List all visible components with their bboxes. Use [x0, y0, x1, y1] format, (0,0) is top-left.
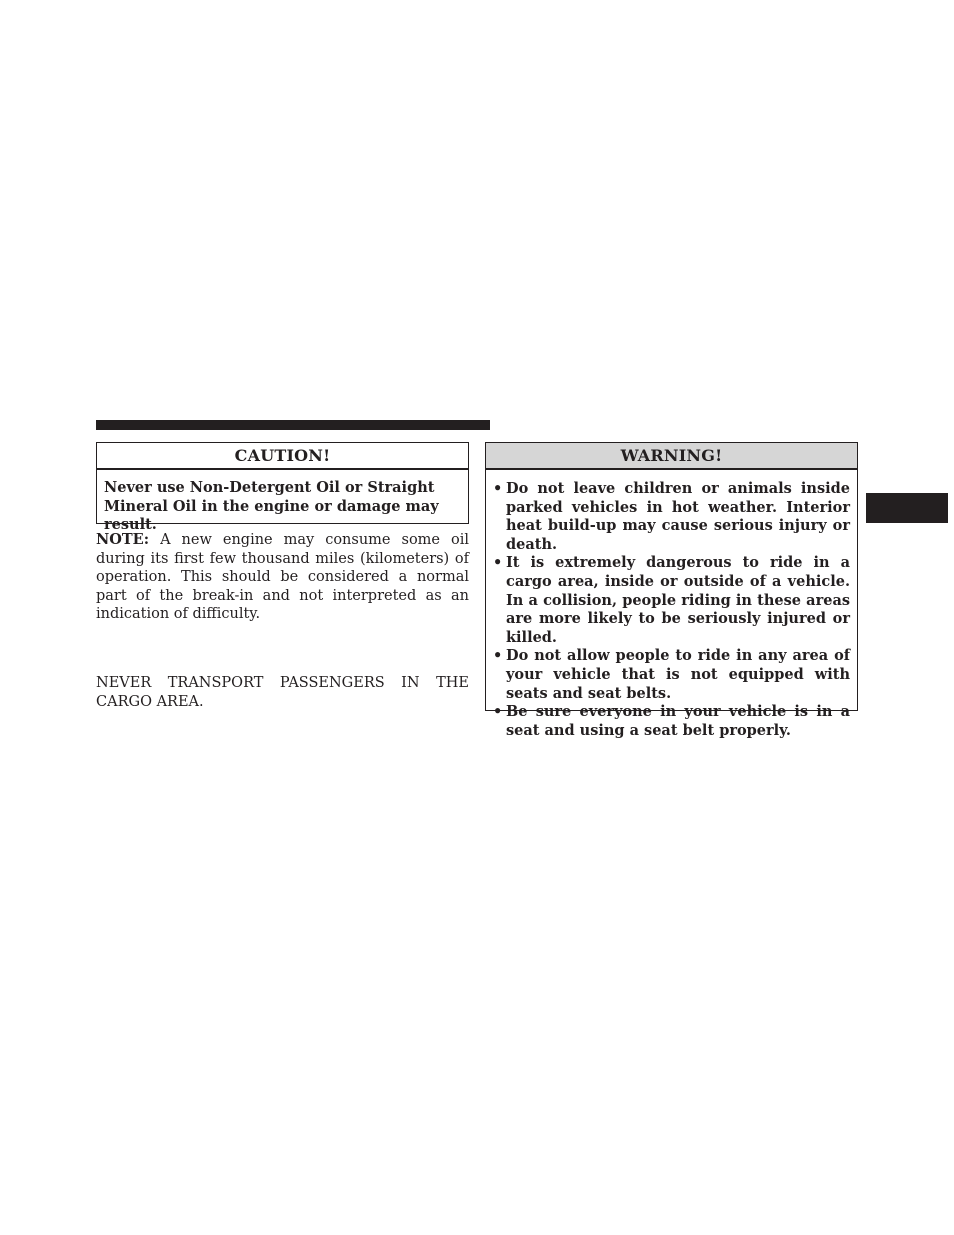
note-text: A new engine may consume some oil during its first few thousand miles (kilometers) of operation. This should be considered a normal part of the break-in and not interpreted as an indication of difficulty.: [96, 532, 469, 623]
warning-item-text: Be sure everyone in your vehicle is in a seat and using a seat belt properly.: [506, 703, 850, 739]
warning-item: [493, 703, 850, 740]
bullet-icon: •: [493, 703, 503, 721]
warning-item-text: It is extremely dangerous to ride in a cargo area, inside or outside of a vehicle. In a collision, people riding in these areas are more likely to be seriously injured or killed.: [506, 554, 850, 646]
chapter-side-tab: [866, 493, 948, 523]
warning-item: [493, 480, 850, 554]
bullet-icon: •: [493, 480, 503, 497]
caution-text: Never use Non-Detergent Oil or Straight Mineral Oil in the engine or damage may result.: [104, 479, 439, 533]
section-top-bar: [96, 420, 490, 430]
note-paragraph: [96, 531, 469, 624]
note-label: NOTE:: [96, 531, 150, 548]
passengers-paragraph: NEVER TRANSPORT PASSENGERS IN THE CARGO AREA.: [96, 675, 469, 710]
warning-item-text: Do not leave children or animals inside parked vehicles in hot weather. Interior heat build-up may cause serious injury or death.: [506, 480, 850, 553]
caution-title: CAUTION!: [97, 443, 468, 470]
bullet-icon: •: [493, 647, 503, 665]
warning-item: [493, 554, 850, 647]
warning-item: [493, 647, 850, 703]
warning-title: WARNING!: [486, 443, 857, 470]
warning-box: [485, 442, 858, 739]
bullet-icon: •: [493, 554, 503, 572]
caution-box: [96, 442, 469, 533]
warning-item-text: Do not allow people to ride in any area of your vehicle that is not equipped with seats and seat belts.: [506, 647, 850, 702]
warning-list: [486, 470, 857, 740]
